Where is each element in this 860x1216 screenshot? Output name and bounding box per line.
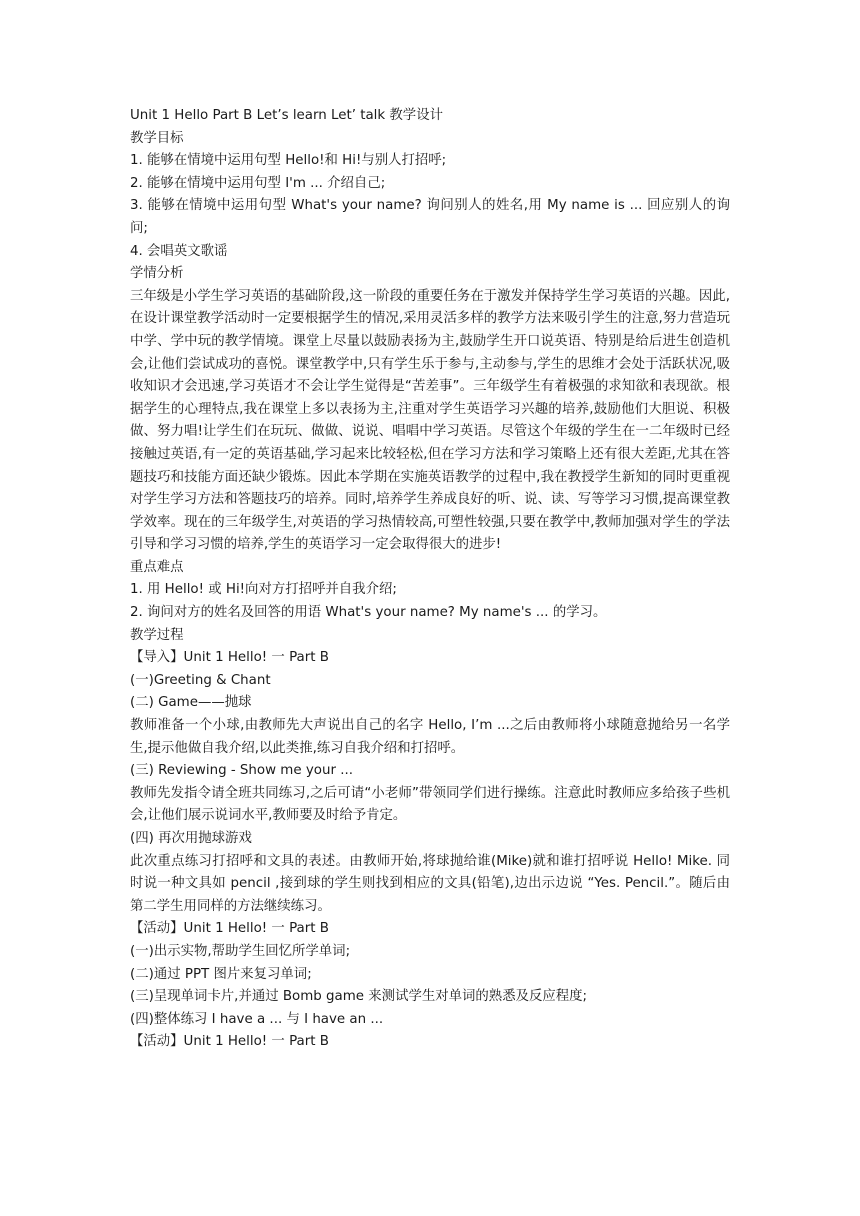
step-ball-game: (四) 再次用抛球游戏 [130, 831, 252, 846]
step-greeting: (一)Greeting & Chant [130, 672, 271, 688]
goal-item: 4. 会唱英文歌谣 [130, 243, 228, 259]
document-page [130, 105, 730, 1054]
activity-heading: 【活动】Unit 1 Hello! 一 Part B [130, 921, 329, 937]
step-game: (二) Game——抛球 [130, 695, 252, 711]
activity-step: (一)出示实物,帮助学生回忆所学单词; [130, 943, 351, 959]
step-reviewing: (三) Reviewing - Show me your ... [130, 763, 353, 779]
heading-teaching-process: 教学过程 [130, 627, 184, 643]
intro-heading: 【导入】Unit 1 Hello! 一 Part B [130, 650, 329, 666]
goal-item: 2. 能够在情境中运用句型 I'm ... 介绍自己; [130, 175, 386, 191]
key-point-item: 2. 询问对方的姓名及回答的用语 What's your name? My name's ... 的学习。 [130, 605, 607, 621]
analysis-paragraph: 三年级是小学生学习英语的基础阶段,这一阶段的重要任务在于激发并保持学生学习英语的兴趣。因此,在设计课堂教学活动时一定要根据学生的情况,采用灵活多样的教学方法来吸引学生的注意,努力营造玩中学、学中玩的教学情境。课堂上尽量以鼓励表扬为主,鼓励学生开口说英语、特别是给后进生创造机会,让他们尝试成功的喜悦。课堂教学中,只有学生乐于参与,主动参与,学生的思维才会处于活跃状况,吸收知识才会迅速,学习英语才不会让学生觉得是“苦差事”。三年级学生有着极强的求知欲和表现欲。根据学生的心理特点,我在课堂上多以表扬为主,注重对学生英语学习兴趣的培养,鼓励他们大胆说、积极做、努力唱!让学生们在玩玩、做做、说说、唱唱中学习英语。尽管这个年级的学生在一二年级时已经接触过英语,有一定的英语基础,学习起来比较轻松,但在学习方法和学习策略上还有很大差距,尤其在答题技巧和技能方面还缺少锻炼。因此本学期在实施英语教学的过程中,我在教授学生新知的同时更重视对学生学习方法和答题技巧的培养。同时,培养学生养成良好的听、说、读、写等学习习惯,提高课堂教学效率。现在的三年级学生,对英语的学习热情较高,可塑性较强,只要在教学中,教师加强对学生的学法引导和学习习惯的培养,学生的英语学习一定会取得很大的进步! [130, 288, 730, 553]
step-game-text: 教师准备一个小球,由教师先大声说出自己的名字 Hello, I’m ...之后由教师将小球随意抛给另一名学生,提示他做自我介绍,以此类推,练习自我介绍和打招呼。 [130, 718, 730, 756]
goal-item: 1. 能够在情境中运用句型 Hello!和 Hi!与别人打招呼; [130, 153, 447, 169]
key-point-item: 1. 用 Hello! 或 Hi!向对方打招呼并自我介绍; [130, 582, 397, 598]
step-ball-game-text: 此次重点练习打招呼和文具的表述。由教师开始,将球抛给谁(Mike)就和谁打招呼说 Hello! Mike. 同时说一种文具如 pencil ,接到球的学生则找到相应的文具(铅笔),边出示边说 “Yes. Pencil.”。随后由第二学生用同样的方法继续练习。 [130, 853, 730, 914]
activity-heading: 【活动】Unit 1 Hello! 一 Part B [130, 1034, 329, 1050]
activity-step: (二)通过 PPT 图片来复习单词; [130, 966, 312, 982]
step-reviewing-text: 教师先发指令请全班共同练习,之后可请“小老师”带领同学们进行操练。注意此时教师应多给孩子些机会,让他们展示说词水平,教师要及时给予肯定。 [130, 785, 730, 824]
activity-step: (三)呈现单词卡片,并通过 Bomb game 来测试学生对单词的熟悉及反应程度; [130, 989, 588, 1005]
heading-student-analysis: 学情分析 [130, 266, 184, 282]
document-title: Unit 1 Hello Part B Let’s learn Let’ talk 教学设计 [130, 108, 443, 123]
heading-key-points: 重点难点 [130, 559, 184, 575]
goal-item: 3. 能够在情境中运用句型 What's your name? 询问别人的姓名,用 My name is ... 回应别人的询问; [130, 198, 730, 236]
heading-teaching-goals: 教学目标 [130, 130, 184, 146]
activity-step: (四)整体练习 I have a ... 与 I have an ... [130, 1011, 384, 1027]
